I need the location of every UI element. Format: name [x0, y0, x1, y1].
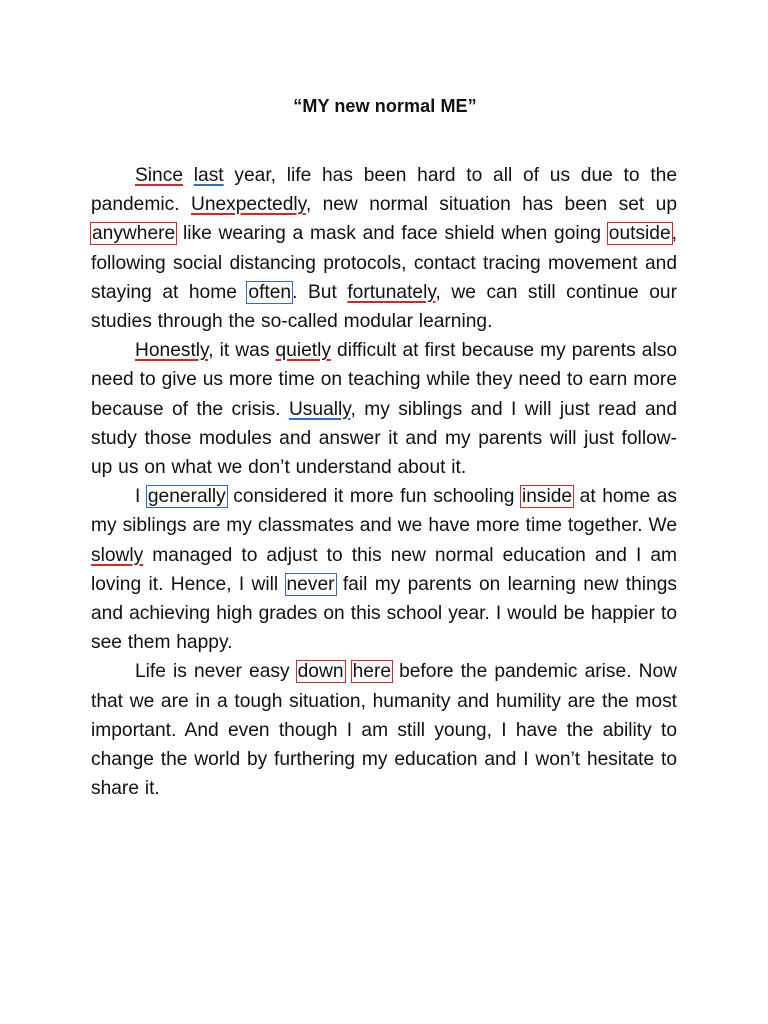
underlined-word: last — [193, 165, 224, 186]
text-run: fail my parents on learning new things and achieving high grades on this school year. I would be happier to see them happy. — [91, 573, 677, 654]
text-run: like wearing a mask and face shield when going — [176, 223, 608, 245]
essay-title: “MY new normal ME” — [293, 96, 477, 116]
essay-body — [91, 161, 677, 803]
text-run: , new normal situation has been set up — [305, 194, 678, 216]
text-run: , we can still continue our studies through the so-called modular learning. — [91, 281, 677, 333]
underlined-word: Unexpectedly — [190, 194, 306, 216]
boxed-word: down — [297, 661, 344, 683]
text-run: , following social distancing protocols, contact tracing movement and staying at home — [91, 223, 677, 303]
paragraph — [91, 161, 677, 336]
boxed-word: inside — [521, 486, 573, 508]
text-run: year, life has been hard to all of us due to the pandemic. — [91, 165, 677, 216]
text-run: difficult at first because my parents also need to give us more time on teaching while they need to earn more because of the crisis. — [91, 340, 677, 420]
boxed-word: here — [352, 661, 392, 683]
boxed-word: outside — [608, 223, 671, 245]
underlined-word: fortunately — [347, 281, 436, 303]
underlined-word: Honestly — [135, 340, 209, 362]
text-run: I — [135, 486, 147, 508]
paragraph — [91, 482, 677, 657]
boxed-word: often — [248, 281, 292, 303]
boxed-word: never — [286, 573, 335, 595]
text-run: at home as my siblings are my classmates and we have more time together. We — [91, 486, 678, 537]
boxed-word: anywhere — [92, 223, 176, 245]
text-run: considered it more fun schooling — [226, 486, 521, 508]
underlined-word: quietly — [275, 340, 331, 362]
paragraph — [91, 336, 677, 482]
underlined-word: Usually — [288, 398, 351, 420]
paragraph — [91, 657, 677, 803]
underlined-word: Since — [135, 165, 183, 186]
boxed-word: generally — [147, 486, 226, 508]
text-run: before the pandemic arise. Now that we are in a tough situation, humanity and humility are the most important. And even though I am still young, I have the ability to change the world by furthering my education and I won’t hesitate to share it. — [91, 661, 677, 800]
text-run: managed to adjust to this new normal education and I am loving it. Hence, I will — [91, 544, 677, 595]
text-run: Life is never easy — [135, 661, 297, 683]
text-run — [183, 165, 194, 186]
underlined-word: slowly — [91, 544, 144, 566]
text-run — [345, 661, 352, 682]
text-run: . But — [292, 281, 348, 303]
essay-page — [91, 96, 677, 803]
text-run: , my siblings and I will just read and study those modules and answer it and my parents will just follow-up us on what we don’t understand about it. — [91, 398, 678, 479]
text-run: , it was — [208, 340, 276, 362]
